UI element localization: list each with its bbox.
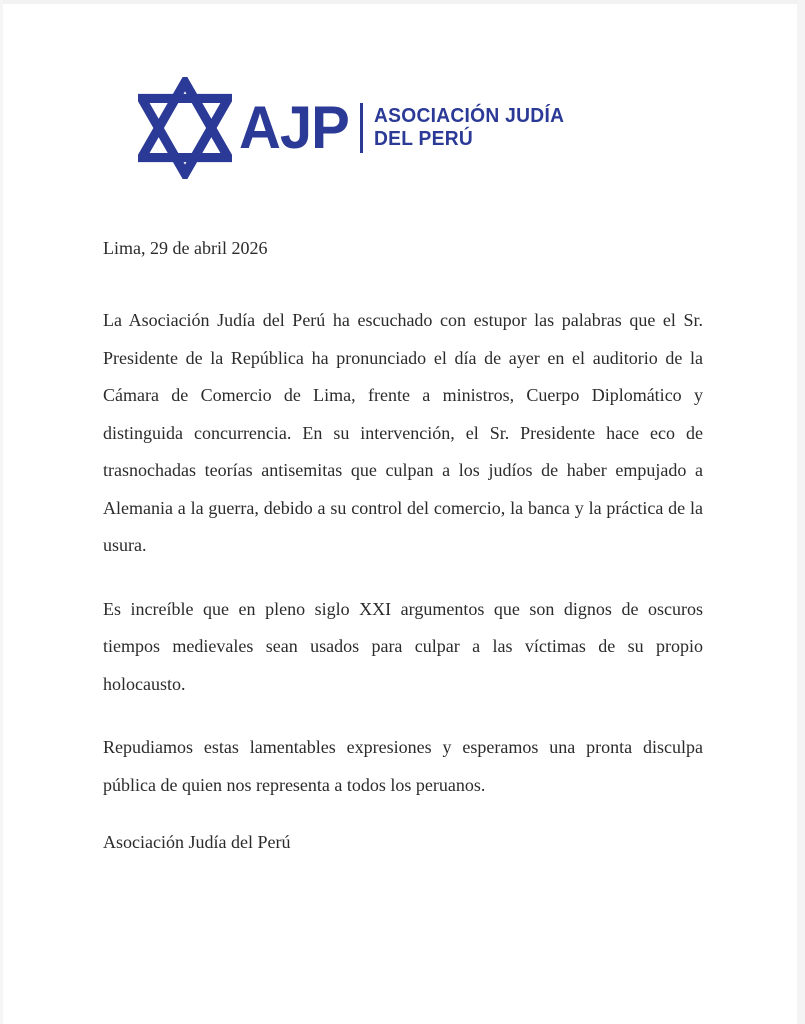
letter-body [103, 236, 703, 854]
ajp-logo [138, 76, 572, 180]
logo-org-line1: ASOCIACIÓN JUDÍA [373, 105, 565, 127]
letter-date: Lima, 29 de abril 2026 [103, 238, 268, 258]
logo-acronym: AJP [239, 93, 349, 162]
photo-edge-left [0, 0, 3, 1024]
star-of-david-icon [138, 77, 232, 179]
letter-paragraph-2: Es increíble que en pleno siglo XXI argumentos que son dignos de oscuros tiempos medievales sean usados para culpar a las víctimas de su propio holocausto. [103, 598, 703, 694]
logo-divider [360, 103, 363, 153]
letter-paragraph-1: La Asociación Judía del Perú ha escuchado con estupor las palabras que el Sr. Presidente de la República ha pronunciado el día de ayer en el auditorio de la Cámara de Comercio de Lima, frente a ministros, Cuerpo Diplomático y distinguida concurrencia. En su intervención, el Sr. Presidente hace eco de trasnochadas teorías antisemitas que culpan a los judíos de haber empujado a Alemania a la guerra, debido a su control del comercio, la banca y la práctica de la usura. [103, 310, 703, 555]
logo-org-line2: DEL PERÚ [373, 128, 473, 150]
letter-paragraph-3: Repudiamos estas lamentables expresiones y esperamos una pronta disculpa pública de quien nos representa a todos los peruanos. [103, 737, 703, 795]
letter-signature: Asociación Judía del Perú [103, 832, 291, 852]
photo-edge-right [797, 0, 805, 1024]
logo-org-name [374, 105, 564, 151]
photo-edge-top [0, 0, 805, 4]
